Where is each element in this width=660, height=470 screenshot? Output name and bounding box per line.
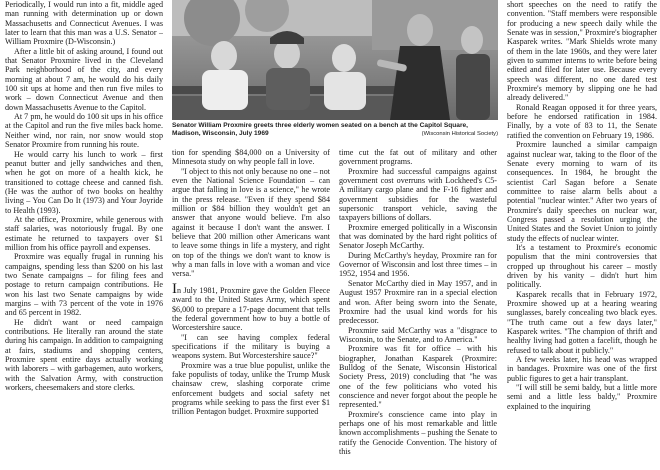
drop-cap: I bbox=[172, 280, 177, 297]
paragraph: short speeches on the need to ratify the convention. "Staff members were responsible for producing a new speech daily while the Senate was in session," Proxmire's biographer Kasparek writes. "Mark Shields wrote many of them in the late 1960s, and they were later given to summer interns to write before being edited and filed for later use. Because every speech was different, no one dared test Proxmire's memory by slipping one he had already delivered." bbox=[507, 0, 657, 103]
paragraph: He would carry his lunch to work – first peanut butter and jelly sandwiches and then, when he got on more of a health kick, he transitioned to cottage cheese and canned fish. (He was the author of two books on healthy living – You Can Do It (1973) and Your Joyride to Health (1993). bbox=[5, 149, 163, 215]
paragraph: Periodically, I would run into a fit, middle aged man running with determination up or down Massachusetts and Connecticut Avenues. I was later to learn that this man was a U.S. Senator – William Proxmire (D-Wisconsin.) bbox=[5, 0, 163, 47]
photo-caption bbox=[172, 122, 498, 138]
paragraph: Proxmire's conscience came into play in perhaps one of his most remarkable and little known accomplishments – pushing the Senate to ratify the Genocide Convention. The history of this bbox=[339, 409, 497, 456]
paragraph: "I will still be semi baldy, but a little more semi and a little less baldy," Proxmire explained to the inquiring bbox=[507, 383, 657, 411]
photo-illustration bbox=[172, 0, 498, 120]
article-column-3 bbox=[339, 148, 497, 470]
paragraph: Senator McCarthy died in May 1957, and in August 1957 Proxmire ran in a special election and won. After being sworn into the Senate, Proxmire had the usual kind words for his predecessor. bbox=[339, 278, 497, 326]
paragraph: time cut the fat out of military and other government programs. bbox=[339, 148, 497, 167]
article-column-2 bbox=[172, 148, 330, 470]
paragraph-dropcap bbox=[172, 280, 330, 333]
photo-credit: (Wisconsin Historical Society) bbox=[421, 131, 498, 138]
paragraph: Ronald Reagan opposed it for three years, before he endorsed ratification in 1984. Finally, by a vote of 83 to 11, the Senate ratified the convention on February 19, 1986. bbox=[507, 102, 657, 140]
paragraph: After a little bit of asking around, I found out that Senator Proxmire lived in the Cleveland Park neighborhood of the city, and every morning at about 7 am, he would do his daily 100 sit ups at home and then run five miles to work – down Connecticut Avenue and then down Massachusetts Avenue to the Capitol. bbox=[5, 46, 163, 112]
paragraph: Proxmire was a true blue populist, unlike the fake populists of today, unlike the Trump Musk chainsaw crew, slashing corporate crime enforcement budgets and social safety net programs while seeking to pass the first ever $1 trillion Pentagon budget. Proxmire supported bbox=[172, 360, 330, 417]
paragraph: Kasparek recalls that in February 1972, Proxmire showed up at a hearing wearing sunglasses, barely concealing two black eyes. "The truth came out a few days later," Kasparek writes. "The champion of thrift and healthy living had gotten a facelift, though he refused to talk about it publicly." bbox=[507, 289, 657, 355]
paragraph: "I can see having complex federal specifications if the military is buying a weapons system. But Worcestershire sauce?" bbox=[172, 332, 330, 361]
paragraph: At the office, Proxmire, while generous with staff salaries, was notoriously frugal. By one estimate he returned to taxpayers over $1 million from his office payroll and expenses. bbox=[5, 214, 163, 252]
paragraph: At 7 pm, he would do 100 sit ups in his office at the Capitol and run the five miles back home. Neither wind, nor rain, nor snow would stop Senator Proxmire from running his route. bbox=[5, 112, 163, 150]
paragraph: tion for spending $84,000 on a University of Minnesota study on why people fall in love. bbox=[172, 148, 330, 167]
article-column-4 bbox=[507, 0, 657, 470]
paragraph: It's a testament to Proxmire's economic populism that the mini controversies that cropped up throughout his career – mostly driven by his vanity – didn't hurt him politically. bbox=[507, 242, 657, 290]
paragraph: Proxmire was equally frugal in running his campaigns, spending less than $200 on his last two Senate campaigns – for filing fees and postage to return campaign contributions. He won his last two Senate campaigns by wide margins – with 73 percent of the vote in 1976 and 65 percent in 1982. bbox=[5, 252, 163, 318]
paragraph: Proxmire emerged politically in a Wisconsin that was dominated by the hard right politics of Senator Joseph McCarthy. bbox=[339, 222, 497, 251]
paragraph: During McCarthy's heyday, Proxmire ran for Governor of Wisconsin and lost three times – in 1952, 1954 and 1956. bbox=[339, 250, 497, 279]
paragraph: "I object to this not only because no one – not even the National Science Foundation – can argue that falling in love is a science," he wrote in the press release. "Even if they spend $84 million or $84 billion they wouldn't get an answer that anyone would believe. I'm also against it because I don't want the answer. I believe that 200 million other Americans want to leave some things in life a mystery, and right on top of the things we don't want to know is why a man falls in love with a woman and vice versa." bbox=[172, 166, 330, 279]
paragraph-text: n July 1981, Proxmire gave the Golden Fleece award to the United States Army, which spent $6,000 to prepare a 17-page document that tells the federal government how to buy a bottle of Worcestershire sauce. bbox=[172, 285, 330, 333]
paragraph: Proxmire said McCarthy was a "disgrace to Wisconsin, to the Senate, and to America." bbox=[339, 325, 497, 344]
article-column-1 bbox=[5, 0, 163, 470]
paragraph: Proxmire had successful campaigns against government cost overruns with Lockheed's C5-A military cargo plane and the F-16 fighter and government subsidies for the wasteful supersonic transport vehicle, saving the taxpayers billions of dollars. bbox=[339, 166, 497, 223]
paragraph: Proxmire launched a similar campaign against nuclear war, taking to the floor of the Senate every morning to warn of its consequences. In 1984, he brought the scientist Carl Sagan before a Senate committee to raise alarm bells about a potential "nuclear winter." After two years of Proxmire's daily speeches on nuclear war, Congress passed a resolution urging the United States and the Soviet Union to jointly study the effects of nuclear winter. bbox=[507, 140, 657, 243]
paragraph: Proxmire was fit for office – with his biographer, Jonathan Kasparek (Proxmire: Bulldog of the Senate, Wisconsin Historical Society Press, 2019) concluding that "he was one of the few politicians who voted his conscience and never forgot about the people he represented." bbox=[339, 344, 497, 410]
article-photo bbox=[172, 0, 498, 120]
photo-senator-greeting-women bbox=[172, 0, 498, 120]
paragraph: A few weeks later, his head was wrapped in bandages. Proxmire was one of the first public figures to get a hair transplant. bbox=[507, 355, 657, 383]
caption-text: Senator William Proxmire greets three elderly women seated on a bench at the Capitol Square, Madison, Wisconsin, July 1969 bbox=[172, 122, 469, 138]
paragraph: He didn't want or need campaign contributions. He literally ran around the state during his campaign. In addition to campaigning at fairs, stadiums and shopping centers, Proxmire spent entire days actually working with laborers – with garbagemen, auto workers, with the Salvation Army, with construction workers, cheesemakers and store clerks. bbox=[5, 317, 163, 393]
